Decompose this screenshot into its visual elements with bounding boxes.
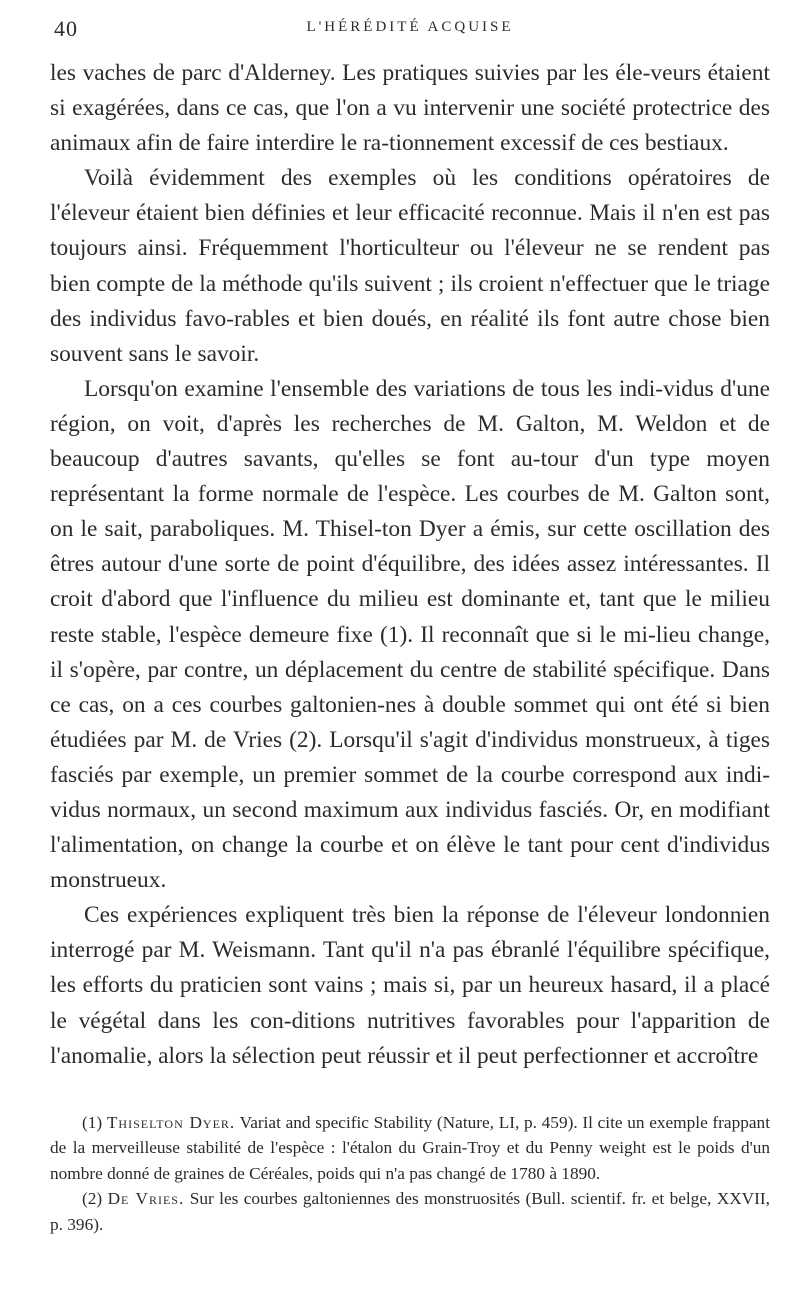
paragraph-1: les vaches de parc d'Alderney. Les pratiques suivies par les éle-veurs étaient si exagérées, dans ce cas, que l'on a vu intervenir une société protectrice des animaux afin de faire interdire le ra-tionnement excessif de ces bestiaux.	[50, 60, 770, 157]
footnote-1-marker: (1)	[82, 1112, 103, 1132]
footnote-2-author: De Vries.	[107, 1189, 185, 1209]
paragraph-3: Lorsqu'on examine l'ensemble des variations de tous les indi-vidus d'une région, on voit, d'après les recherches de M. Galton, M. Weldon et de beaucoup d'autres savants, qu'elles se font au-tour d'un type moyen représentant la forme normale de l'espèce. Les courbes de M. Galton sont, on le sait, paraboliques. M. Thisel-ton Dyer a émis, sur cette oscillation des êtres autour d'une sorte de point d'équilibre, des idées assez intéressantes. Il croit d'abord que l'influence du milieu est dominante et, tant que le milieu reste stable, l'espèce demeure fixe (1). Il reconnaît que si le mi-lieu change, il s'opère, par contre, un déplacement du centre de stabilité spécifique. Dans ce cas, on a ces courbes galtonien-nes à double sommet qui ont été si bien étudiées par M. de Vries (2). Lorsqu'il s'agit d'individus monstrueux, à tiges fasciés par exemple, un premier sommet de la courbe correspond aux indi-vidus normaux, un second maximum aux individus fasciés. Or, en modifiant l'alimentation, on change la courbe et on élève le tant pour cent d'individus monstrueux.	[50, 375, 770, 894]
paragraph-4: Ces expériences expliquent très bien la réponse de l'éleveur londonnien interrogé par M. Weismann. Tant qu'il n'a pas ébranlé l'équilibre spécifique, les efforts du praticien sont vains ; mais si, par un heureux hasard, il a placé le végétal dans les con-ditions nutritives favorables pour l'apparition de l'anomalie, alors la sélection peut réussir et il peut perfectionner et accroître	[50, 902, 770, 1069]
footnote-2-marker: (2)	[82, 1189, 103, 1209]
page-number: 40	[54, 16, 78, 41]
footnote-1-author: Thiselton Dyer.	[106, 1112, 236, 1132]
running-head	[50, 16, 770, 56]
footnote-1	[50, 1110, 770, 1187]
footnote-2	[50, 1186, 770, 1237]
paragraph-2: Voilà évidemment des exemples où les conditions opératoires de l'éleveur étaient bien définies et leur efficacité reconnue. Mais il n'en est pas toujours ainsi. Fréquemment l'horticulteur ou l'éleveur ne se rendent pas bien compte de la méthode qu'ils suivent ; ils croient n'effectuer que le triage des individus favo-rables et bien doués, en réalité ils font autre chose bien souvent sans le savoir.	[50, 165, 770, 367]
footnotes	[50, 1110, 770, 1238]
body-text	[50, 56, 770, 1074]
book-page	[50, 16, 770, 1237]
footnote-1-text: Variat and specific Stability (Nature, LI, p. 459). Il cite un exemple frappant de la merveilleuse stabilité de l'espèce : l'étalon du Grain-Troy et du Penny weight est le poids d'un nombre donné de graines de Céréales, poids qui n'a pas changé de 1780 à 1890.	[50, 1112, 770, 1183]
footnote-2-text: Sur les courbes galtoniennes des monstruosités (Bull. scientif. fr. et belge, XXVII, p. 396).	[50, 1189, 770, 1234]
running-title: L'HÉRÉDITÉ ACQUISE	[306, 19, 514, 35]
